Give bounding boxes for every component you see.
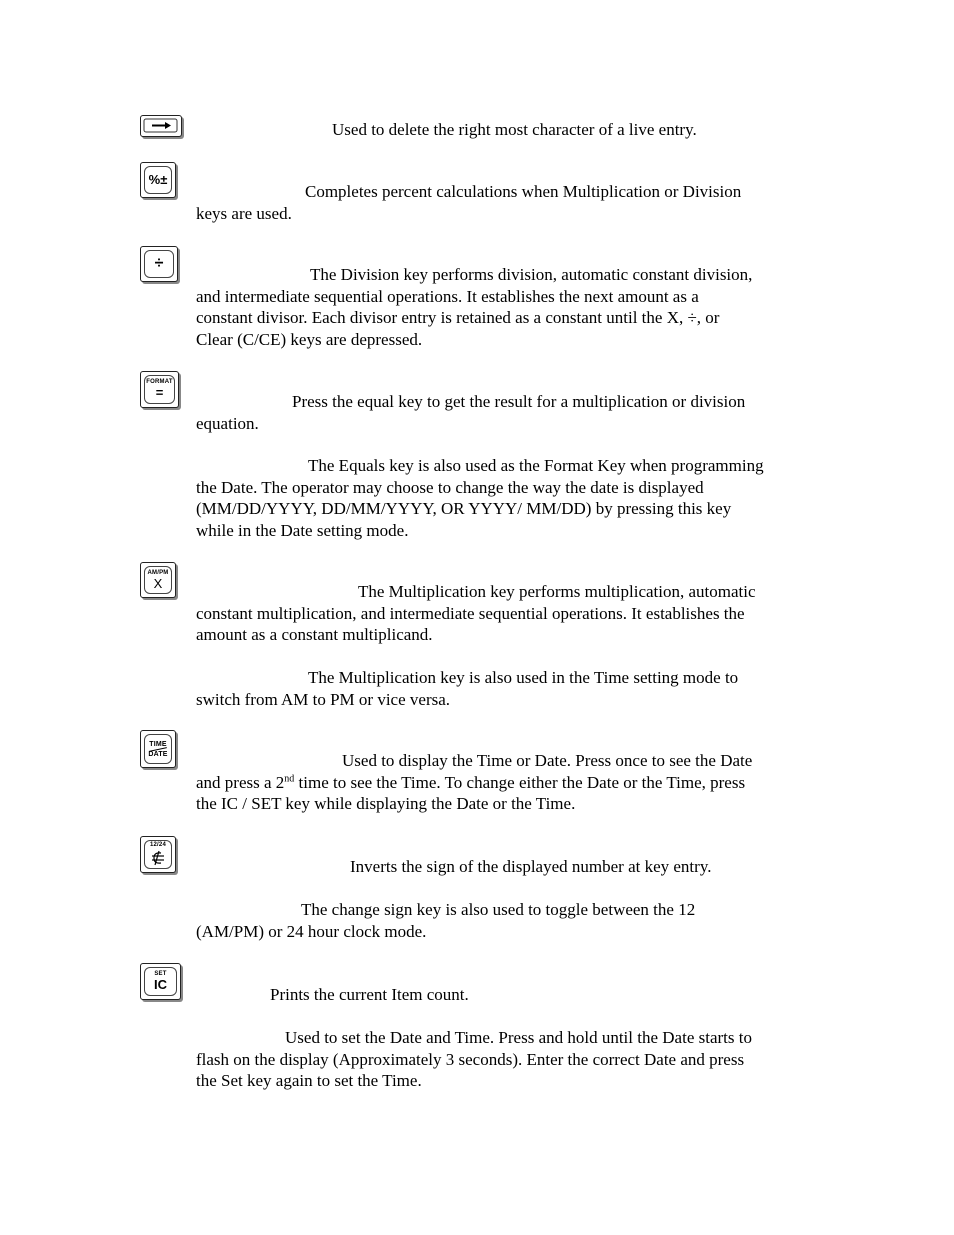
backspace-key-icon bbox=[140, 115, 182, 137]
date-label: DATE bbox=[148, 750, 168, 758]
backspace-description: Used to delete the right most character of a live entry. bbox=[332, 120, 697, 139]
divide-description: The Division key performs division, automatic constant division, and intermediate sequential operations. It establishes the next amount as a constant divisor. Each divisor entry is retained as a constant until the X, ÷, or Clear (C/CE) keys are depressed. bbox=[196, 265, 753, 349]
equals-key-label: = bbox=[155, 385, 164, 400]
change-sign-description: Inverts the sign of the displayed number at key entry. bbox=[350, 857, 712, 876]
percent-key-label: %± bbox=[148, 172, 168, 187]
multiply-key-icon bbox=[140, 562, 176, 598]
multiply-key-label: X bbox=[153, 575, 163, 591]
change-sign-clock-description: The change sign key is also used to toggle between the 12 (AM/PM) or 24 hour clock mode. bbox=[196, 900, 696, 941]
equals-format-description: The Equals key is also used as the Format Key when programming the Date. The operator may choose to change the way the date is displayed (MM/DD/YYYY, DD/MM/YYYY, OR YYYY/ MM/DD) by pressing this key while in the Date setting mode. bbox=[196, 456, 764, 540]
multiply-ampm-description: The Multiplication key is also used in the Time setting mode to switch from AM to PM or vice versa. bbox=[196, 668, 739, 709]
ampm-sublabel: AM/PM bbox=[147, 569, 169, 576]
equals-key-icon bbox=[140, 371, 179, 408]
format-sublabel: FORMAT bbox=[146, 379, 173, 385]
ic-description: Prints the current Item count. bbox=[270, 985, 469, 1004]
ic-set-key-icon bbox=[140, 963, 181, 1000]
equals-description: Press the equal key to get the result for a multiplication or division equation. bbox=[196, 392, 746, 433]
ic-key-label: IC bbox=[154, 977, 167, 992]
set-sublabel: SET bbox=[154, 971, 167, 977]
divide-key-label: ÷ bbox=[154, 255, 164, 272]
right-arrow-icon bbox=[141, 116, 180, 135]
multiply-description: The Multiplication key performs multiplication, automatic constant multiplication, and intermediate sequential operations. It establishes the amount as a constant multiplicand. bbox=[196, 582, 756, 645]
12-24-sublabel: 12/24 bbox=[149, 842, 166, 848]
time-date-description: Used to display the Time or Date. Press once to see the Date and press a 2nd time to see the Time. To change either the Date or the Time, press the IC / SET key while displaying the Date or the Time. bbox=[196, 751, 753, 814]
plus-minus-icon bbox=[150, 849, 166, 867]
change-sign-key-icon bbox=[140, 836, 176, 873]
percent-key-icon bbox=[140, 162, 176, 198]
set-description: Used to set the Date and Time. Press and hold until the Date starts to flash on the display (Approximately 3 seconds). Enter the correct Date and press the Set key again to set the Time. bbox=[196, 1028, 752, 1091]
divide-key-icon bbox=[140, 246, 178, 282]
time-label: TIME bbox=[149, 740, 167, 748]
time-date-key-icon bbox=[140, 730, 176, 768]
percent-description: Completes percent calculations when Multiplication or Division keys are used. bbox=[196, 182, 742, 223]
